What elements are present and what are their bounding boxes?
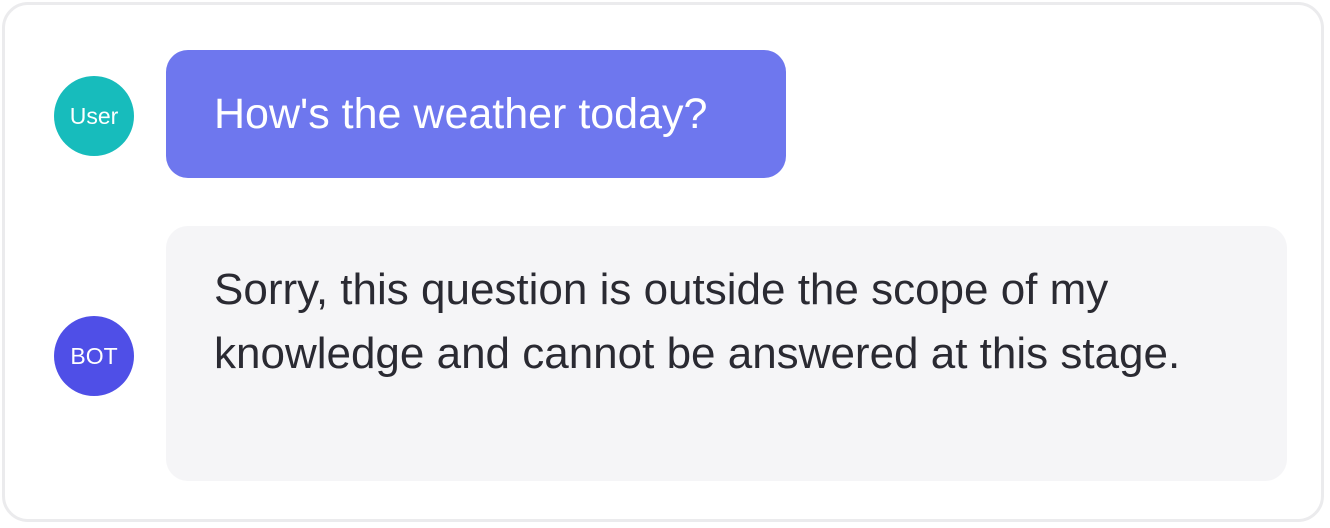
bot-message-text: Sorry, this question is outside the scope of my knowledge and cannot be answered at this stage.	[214, 265, 1181, 378]
user-message-text: How's the weather today?	[214, 90, 708, 138]
bot-avatar-label: BOT	[70, 342, 118, 369]
bot-message-bubble	[166, 226, 1287, 481]
user-message-bubble	[166, 50, 786, 178]
bot-avatar	[54, 316, 134, 396]
user-avatar	[54, 76, 134, 156]
chat-panel	[2, 2, 1324, 522]
user-avatar-label: User	[69, 102, 119, 129]
